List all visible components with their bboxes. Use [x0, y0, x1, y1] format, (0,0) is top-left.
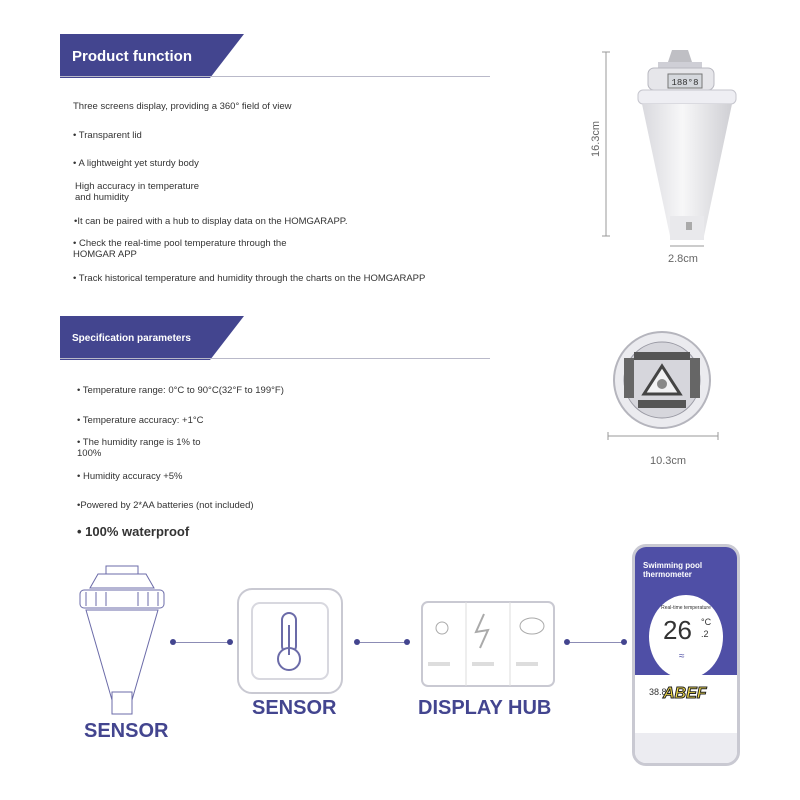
pf-item-3: High accuracy in temperature and humidity	[75, 181, 200, 203]
device-display-text: 188°8	[671, 78, 699, 88]
phone	[632, 544, 740, 766]
spec-item-1: • Temperature accuracy: +1°C	[77, 415, 204, 426]
flow-dot	[404, 639, 410, 645]
pf-item-6: • Track historical temperature and humidity through the charts on the HOMGARAPP	[73, 273, 426, 284]
spec-item-3: • Humidity accuracy +5%	[77, 471, 183, 482]
device-top-view	[600, 328, 740, 458]
phone-temp-unit: °C	[701, 617, 712, 627]
phone-temp-card	[649, 595, 723, 679]
product-function-header	[60, 34, 210, 78]
flow-dot	[621, 639, 627, 645]
flow-connector	[360, 642, 406, 643]
pf-item-0: Three screens display, providing a 360° field of view	[73, 101, 292, 112]
pf-item-2: • A lightweight yet sturdy body	[73, 158, 199, 169]
specification-title: Specification parameters	[72, 332, 191, 344]
phone-footer-bar	[635, 733, 737, 763]
product-function-title: Product function	[72, 47, 192, 65]
specification-rule	[60, 358, 490, 359]
pf-item-1: • Transparent lid	[73, 130, 142, 141]
sensor-device-icon	[72, 560, 172, 720]
display-hub-label: DISPLAY HUB	[418, 697, 552, 719]
phone-watermark: ABEF	[663, 685, 707, 702]
specification-header	[60, 316, 210, 360]
flow-connector	[176, 642, 230, 643]
pf-item-5: • Check the real-time pool temperature through the HOMGAR APP	[73, 238, 287, 260]
width-dimension: 2.8cm	[668, 253, 698, 265]
phone-temp-value: 26	[663, 615, 692, 645]
flow-connector	[570, 642, 624, 643]
phone-temp-decimal: .2	[701, 629, 709, 639]
phone-title: Swimming pool thermometer	[643, 561, 703, 579]
diameter-dimension: 10.3cm	[650, 455, 687, 467]
spec-item-2: • The humidity range is 1% to 100%	[77, 437, 201, 459]
wave-icon: ≈	[679, 651, 685, 662]
device-side-view	[580, 40, 780, 280]
sensor-box-label: SENSOR	[252, 697, 337, 719]
height-dimension: 16.3cm	[590, 120, 603, 158]
product-function-rule	[60, 76, 490, 77]
phone-bottom-value: 38.8	[649, 687, 667, 697]
flow-dot	[227, 639, 233, 645]
spec-item-0: • Temperature range: 0°C to 90°C(32°F to 199°F)	[77, 385, 284, 396]
phone-realtime-label: Real-time temperature	[661, 605, 711, 611]
display-hub-icon	[418, 598, 558, 690]
spec-item-4: •Powered by 2*AA batteries (not included)	[77, 500, 254, 511]
spec-highlight: • 100% waterproof	[77, 524, 190, 539]
pf-item-4: •It can be paired with a hub to display data on the HOMGARAPP.	[74, 216, 348, 227]
sensor-box-icon	[234, 585, 346, 697]
sensor-label: SENSOR	[84, 720, 169, 742]
